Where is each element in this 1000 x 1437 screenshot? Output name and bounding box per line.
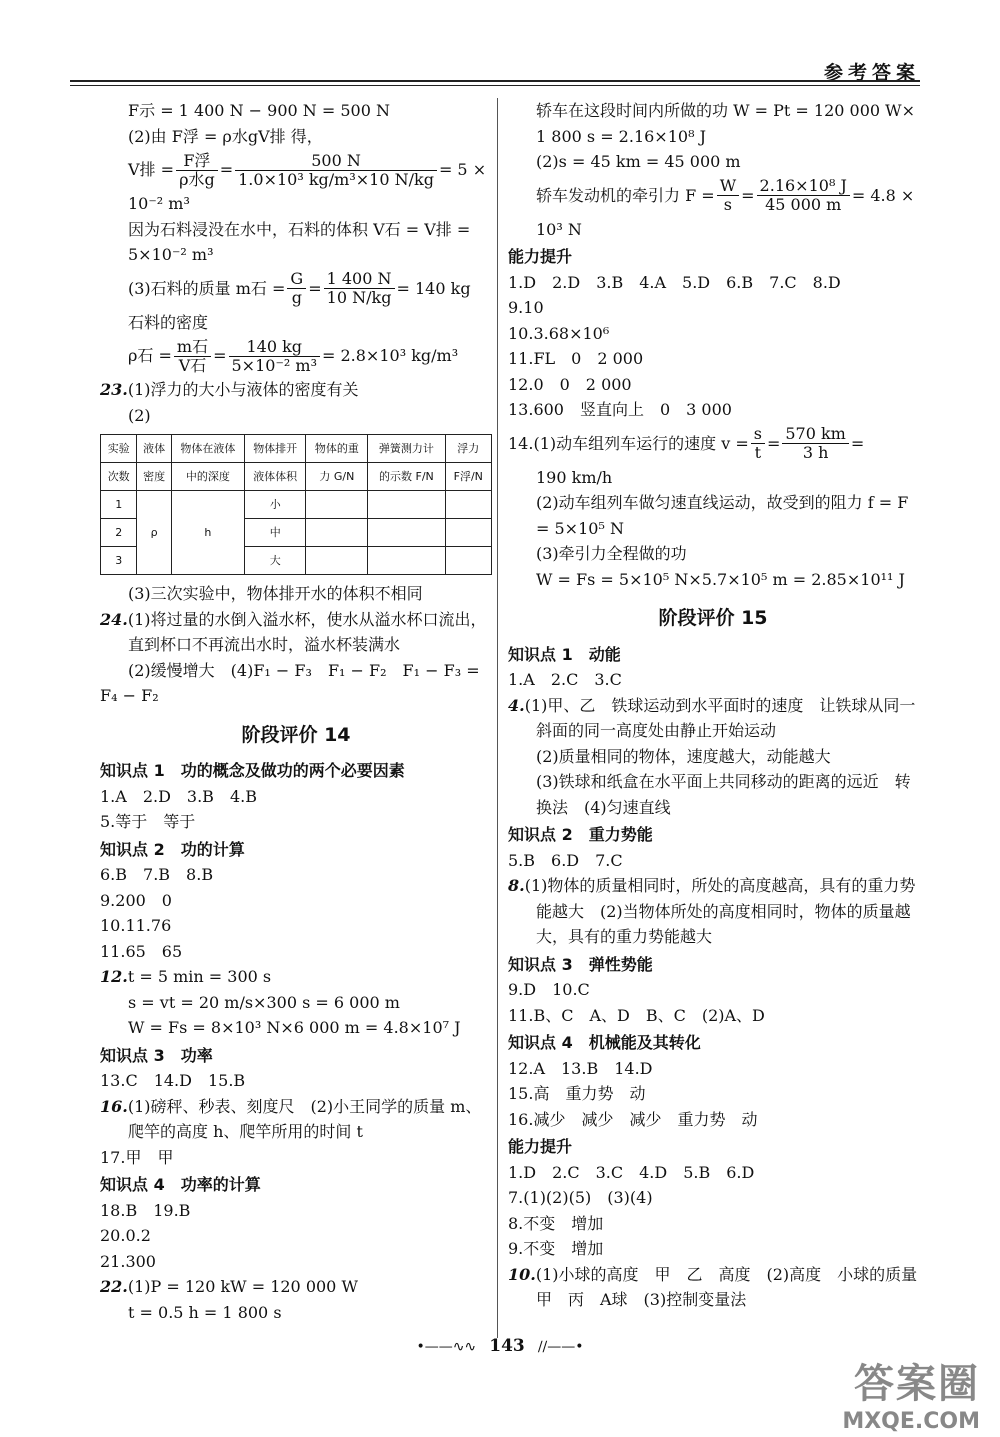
answer-line: 8.不变 增加 (508, 1213, 604, 1233)
answer-line: t = 0.5 h = 1 800 s (128, 1302, 282, 1322)
question-12: 12.t = 5 min = 300 s (100, 967, 272, 986)
answer-line: 1.A 2.C 3.C (508, 670, 622, 689)
fraction: $\frac{\text{F浮}}{\text{ρ水g}}$ (176, 152, 218, 189)
formula-buoyancy-volume: V排 = $\frac{\text{F浮}}{\text{ρ水g}}$ = $\frac{500 N}{\text{1.0×10³ kg/m³×10 N/kg}}$ = 5 × (128, 150, 487, 189)
knowledge-point: 知识点 3 功率 (100, 1045, 213, 1065)
answer-line: 1.D 2.C 3.C 4.D 5.B 6.D (508, 1162, 755, 1182)
left-column (100, 98, 492, 1325)
answer-line: 190 km/h (536, 467, 613, 487)
answer-line: (2)缓慢增大 (4)F₁ − F₃ F₁ − F₂ F₁ − F₃ = (128, 660, 480, 680)
answer-line: 13.600 竖直向上 0 3 000 (508, 400, 732, 419)
header-title: 参考答案 (823, 62, 920, 84)
stage-title-14: 阶段评价 14 (241, 723, 351, 746)
knowledge-point: 知识点 2 重力势能 (508, 825, 653, 844)
header-rule (70, 80, 920, 82)
header-rule-thin (70, 85, 920, 86)
answer-line: 11.65 65 (100, 941, 183, 961)
knowledge-point: 知识点 4 机械能及其转化 (508, 1033, 701, 1052)
answer-line: W = Fs = 5×10⁵ N×5.7×10⁵ m = 2.85×10¹¹ J (536, 569, 905, 589)
question-16: 16.(1)磅秤、秒表、刻度尺 (2)小王同学的质量 m、爬竿的高度 h、爬竿所用的时间 t (100, 1096, 482, 1141)
answer-line: 5.等于 等于 (100, 812, 196, 831)
fraction: $\frac{\text{m石}}{\text{V石}}$ (174, 338, 211, 375)
answer-line: (3)三次实验中，物体排开水的体积不相同 (128, 584, 423, 603)
answer-line: 7.(1)(2)(5) (3)(4) (508, 1188, 653, 1207)
experiment-table (100, 434, 492, 575)
table-header-row: 次数 密度 中的深度 液体体积 力 G/N 的示数 F/N F浮/N (101, 463, 492, 491)
answer-line: 轿车在这段时间内所做的功 W = Pt = 120 000 W× (536, 101, 915, 120)
column-divider (497, 98, 498, 1338)
answer-line: 5×10⁻² m³ (128, 245, 214, 264)
question-4: 4.(1)甲、乙 铁球运动到水平面时的速度 让铁球从同一斜面的同一高度处由静止开始运动 (508, 695, 916, 740)
answer-line: (2)s = 45 km = 45 000 m (536, 152, 741, 171)
answer-line: 因为石料浸没在水中，石料的体积 V石 = V排 = (128, 219, 471, 239)
answer-line: F₄ − F₂ (100, 686, 159, 705)
watermark-url: MXQE.COM (842, 1409, 980, 1434)
fraction: $\frac{500 N}{\text{1.0×10³ kg/m³×10 N/kg}}$ (235, 152, 437, 189)
knowledge-point: 知识点 1 动能 (508, 644, 621, 664)
knowledge-point: 知识点 3 弹性势能 (508, 954, 653, 974)
answer-line: 9.不变 增加 (508, 1239, 604, 1258)
answer-line: (2) (128, 405, 151, 425)
answer-line: 12.0 0 2 000 (508, 374, 632, 394)
answer-line: (3)牵引力全程做的功 (536, 544, 687, 563)
answer-line: 9.D 10.C (508, 980, 590, 999)
table-row: 1 ρ h 小 (101, 491, 492, 519)
table-header-row: 实验 液体 物体在液体 物体排开 物体的重 弹簧测力计 浮力 (101, 435, 492, 463)
answer-line: 11.FL 0 2 000 (508, 349, 644, 368)
answer-line: 10.3.68×10⁶ (508, 323, 610, 343)
page-number: 143 (489, 1336, 525, 1356)
answer-line: 9.200 0 (100, 890, 172, 910)
question-10: 10.(1)小球的高度 甲 乙 高度 (2)高度 小球的质量 甲 丙 A球 (3)控制变量法 (508, 1264, 934, 1309)
answer-line: 13.C 14.D 15.B (100, 1071, 246, 1090)
question-22: 22.(1)P = 120 kW = 120 000 W (100, 1277, 358, 1296)
formula-stone-mass: (3)石料的质量 m石 = $\frac{G}{g}$ = $\frac{1 400 N}{10 N/kg}$ = 140 kg (128, 269, 471, 307)
answer-line: 11.B、C A、D B、C (2)A、D (508, 1005, 765, 1025)
table-row: 2 中 (101, 519, 492, 547)
answer-line: 18.B 19.B (100, 1200, 191, 1220)
question-23: 23.(1)浮力的大小与液体的密度有关 (100, 380, 359, 399)
answer-line: (2)由 F浮 = ρ水gV排 得， (128, 126, 323, 146)
answer-line: 1.D 2.D 3.B 4.A 5.D 6.B 7.C 8.D (508, 272, 841, 292)
question-24: 24.(1)将过量的水倒入溢水杯，使水从溢水杯口流出，直到杯口不再流出水时，溢水杯装满水 (100, 609, 487, 654)
fraction: $\frac{G}{g}$ (287, 270, 306, 307)
stage-title-15: 阶段评价 15 (658, 607, 768, 629)
knowledge-point: 知识点 4 功率的计算 (100, 1175, 261, 1194)
footer-ornament-right-icon: ∕∕——• (537, 1339, 584, 1355)
formula-traction-force: 轿车发动机的牵引力 F = $\frac{W}{s}$ = $\frac{\text{2.16×10⁸ J}}{45 000 m}$ = 4.8 × (536, 176, 915, 214)
fraction: $\frac{1 400 N}{10 N/kg}$ (324, 270, 395, 307)
answer-line: 21.300 (100, 1251, 156, 1271)
fraction: $\frac{\text{2.16×10⁸ J}}{45 000 m}$ (757, 177, 850, 214)
answer-line: 10⁻² m³ (128, 194, 190, 213)
answer-line: 1 800 s = 2.16×10⁸ J (536, 126, 706, 146)
fraction: $\frac{W}{s}$ (717, 177, 739, 214)
answer-line: 1.A 2.D 3.B 4.B (100, 786, 257, 806)
answer-line: 5.B 6.D 7.C (508, 850, 623, 870)
answer-line: 10³ N (536, 219, 582, 239)
right-column (508, 98, 934, 1313)
answer-line: s = vt = 20 m/s×300 s = 6 000 m (128, 992, 400, 1012)
knowledge-point: 知识点 1 功的概念及做功的两个必要因素 (100, 761, 405, 780)
section-heading: 能力提升 (508, 247, 573, 266)
answer-line: 16.减少 减少 减少 重力势 动 (508, 1109, 758, 1129)
section-heading: 能力提升 (508, 1137, 573, 1156)
answer-line: (2)动车组列车做匀速直线运动，故受到的阻力 f = F = 5×10⁵ N (536, 493, 909, 538)
answer-line: 20.0.2 (100, 1226, 151, 1245)
fraction: $\frac{140 kg}{\text{5×10⁻² m³}}$ (229, 338, 320, 375)
footer-ornament-left-icon: •——∿∿ (416, 1339, 477, 1355)
knowledge-point: 知识点 2 功的计算 (100, 839, 245, 859)
fraction: $\frac{s}{t}$ (751, 425, 765, 462)
answer-line: 12.A 13.B 14.D (508, 1058, 653, 1078)
answer-line: 9.10 (508, 298, 544, 317)
answer-line: 17.甲 甲 (100, 1147, 174, 1167)
question-8: 8.(1)物体的质量相同时，所处的高度越高，具有的重力势能越大 (2)当物体所处的高度相同时，物体的质量越大，具有的重力势能越大 (508, 876, 916, 946)
answer-line: (2)质量相同的物体，速度越大，动能越大 (536, 746, 831, 766)
formula-train-speed: 14.(1)动车组列车运行的速度 v = $\frac{s}{t}$ = $\frac{570 km}{3 h}$ = (508, 424, 865, 462)
table-row: 3 大 (101, 547, 492, 575)
watermark-title: 答案圈 (854, 1361, 980, 1407)
answer-line: W = Fs = 8×10³ N×6 000 m = 4.8×10⁷ J (128, 1018, 461, 1037)
answer-line: 10.11.76 (100, 916, 172, 935)
answer-line: F示 = 1 400 N − 900 N = 500 N (128, 101, 390, 120)
answer-line: 15.高 重力势 动 (508, 1084, 646, 1103)
answer-line: 石料的密度 (128, 312, 209, 332)
fraction: $\frac{570 km}{3 h}$ (782, 425, 849, 462)
formula-stone-density: ρ石 = $\frac{\text{m石}}{\text{V石}}$ = $\frac{140 kg}{\text{5×10⁻² m³}}$ = 2.8×10³ kg/m³ (128, 336, 459, 375)
answer-line: 6.B 7.B 8.B (100, 865, 214, 884)
watermark-logo (842, 1352, 980, 1434)
answer-line: (3)铁球和纸盒在水平面上共同移动的距离的远近 转换法 (4)匀速直线 (536, 772, 911, 817)
